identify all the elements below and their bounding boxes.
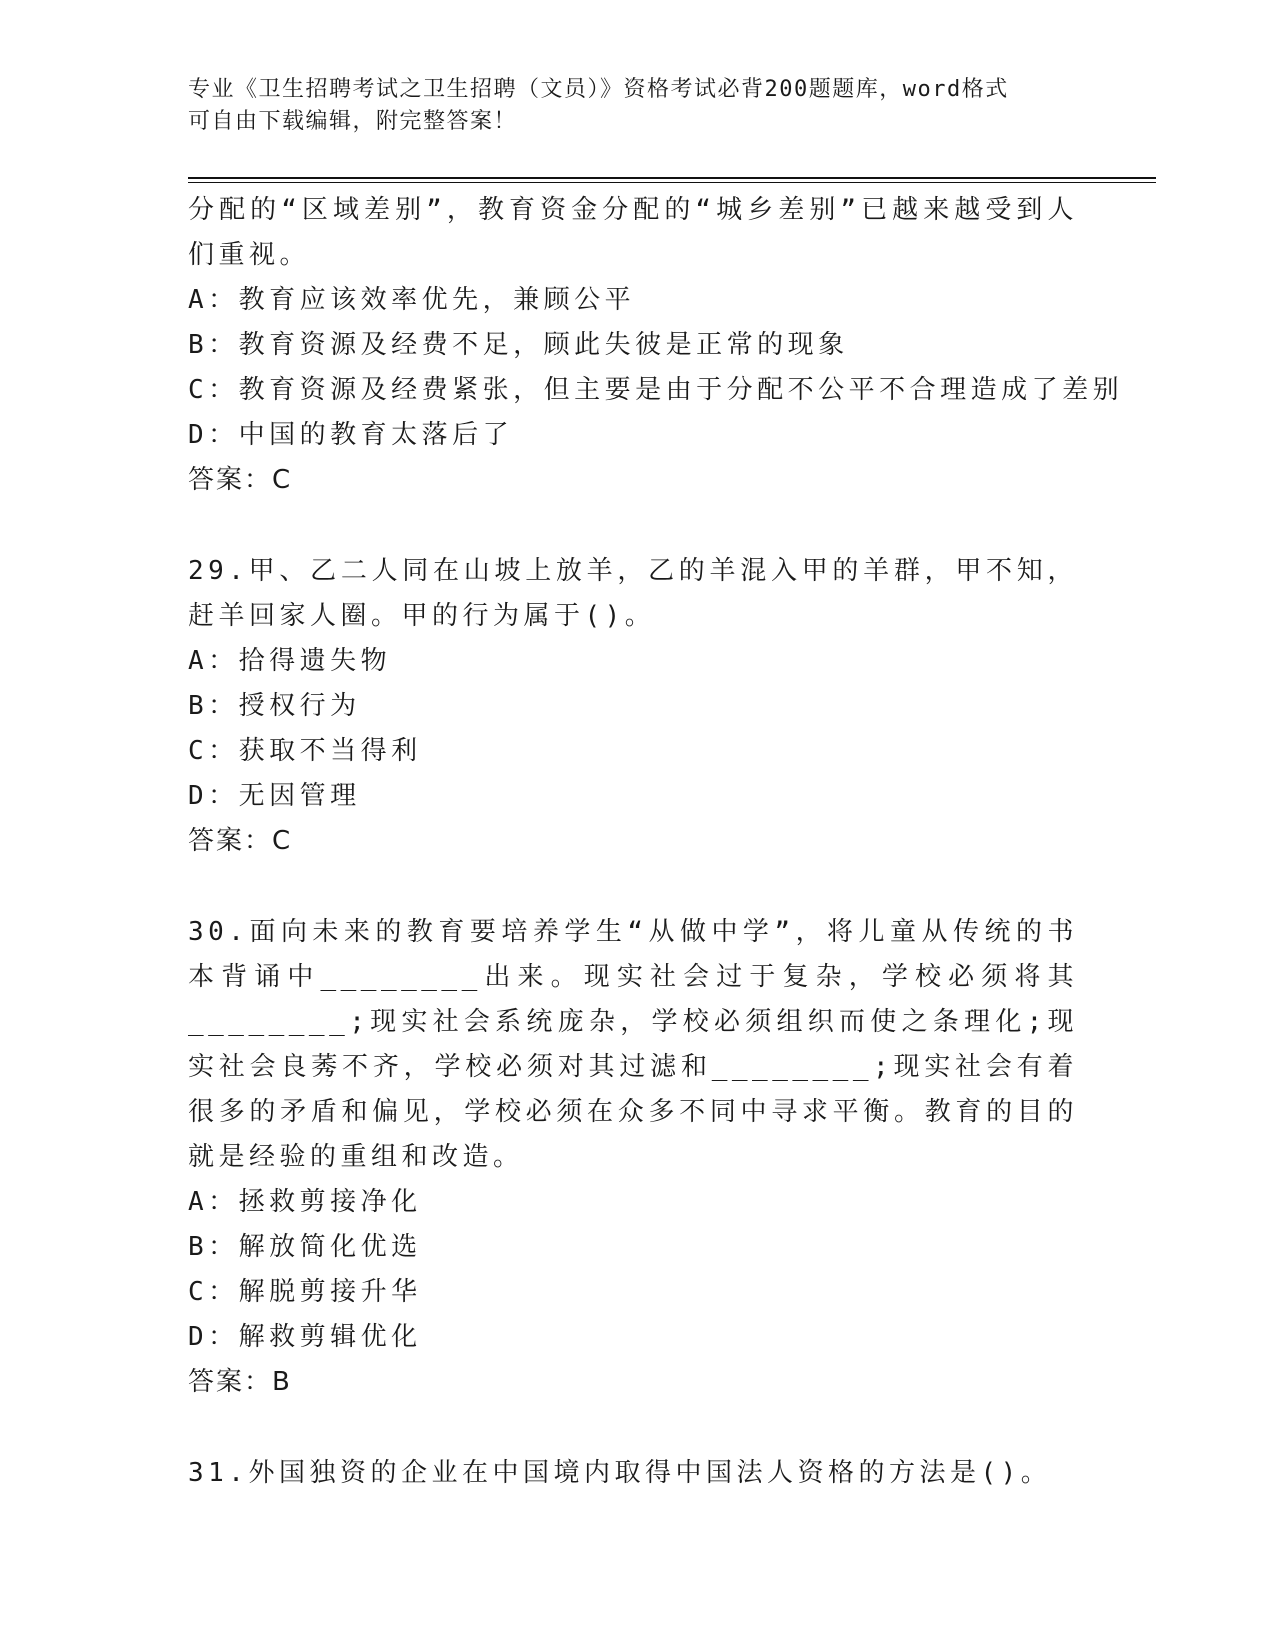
question-stem: 29.甲、乙二人同在山坡上放羊，乙的羊混入甲的羊群，甲不知，赶羊回家人圈。甲的行为属于()。 bbox=[188, 556, 1078, 631]
option-b: B：解放简化优选 bbox=[188, 1232, 422, 1262]
header-line-1: 专业《卫生招聘考试之卫生招聘（文员）》资格考试必背200题题库，word格式 bbox=[188, 77, 1009, 102]
question-spacer bbox=[188, 1405, 1078, 1451]
option-c: C：教育资源及经费紧张，但主要是由于分配不公平不合理造成了差别 bbox=[188, 375, 1124, 405]
header-divider bbox=[188, 177, 1156, 183]
option-d: D：无因管理 bbox=[188, 781, 361, 811]
option-c: C：获取不当得利 bbox=[188, 736, 422, 766]
option-a: A：拯救剪接净化 bbox=[188, 1187, 422, 1217]
option-b: B：教育资源及经费不足，顾此失彼是正常的现象 bbox=[188, 330, 849, 360]
question-stem: 分配的“区域差别”，教育资金分配的“城乡差别”已越来越受到人们重视。 bbox=[188, 195, 1078, 270]
question-list bbox=[188, 188, 1124, 1496]
question-31 bbox=[188, 1451, 1078, 1496]
option-b: B：授权行为 bbox=[188, 691, 361, 721]
header-line-2: 可自由下载编辑，附完整答案！ bbox=[188, 109, 518, 134]
question-spacer bbox=[188, 864, 1078, 910]
option-c: C：解脱剪接升华 bbox=[188, 1277, 422, 1307]
option-a: A：拾得遗失物 bbox=[188, 646, 392, 676]
option-d: D：解救剪辑优化 bbox=[188, 1322, 422, 1352]
question-30 bbox=[188, 910, 1078, 1405]
question-stem: 30.面向未来的教育要培养学生“从做中学”，将儿童从传统的书本背诵中________出来。现实社会过于复杂，学校必须将其________;现实社会系统庞杂，学校必须组织而使之条理化;现实社会良莠不齐，学校必须对其过滤和________;现实社会有着很多的矛盾和偏见，学校必须在众多不同中寻求平衡。教育的目的就是经验的重组和改造。 bbox=[188, 917, 1078, 1172]
question-29 bbox=[188, 549, 1078, 864]
answer-line: 答案：B bbox=[188, 1367, 292, 1397]
question-stem: 31.外国独资的企业在中国境内取得中国法人资格的方法是()。 bbox=[188, 1458, 1052, 1488]
question-spacer bbox=[188, 503, 1078, 549]
question-28 bbox=[188, 188, 1124, 503]
document-header bbox=[188, 74, 1068, 138]
option-a: A：教育应该效率优先，兼顾公平 bbox=[188, 285, 636, 315]
answer-line: 答案：C bbox=[188, 465, 293, 495]
option-d: D：中国的教育太落后了 bbox=[188, 420, 514, 450]
answer-line: 答案：C bbox=[188, 826, 293, 856]
